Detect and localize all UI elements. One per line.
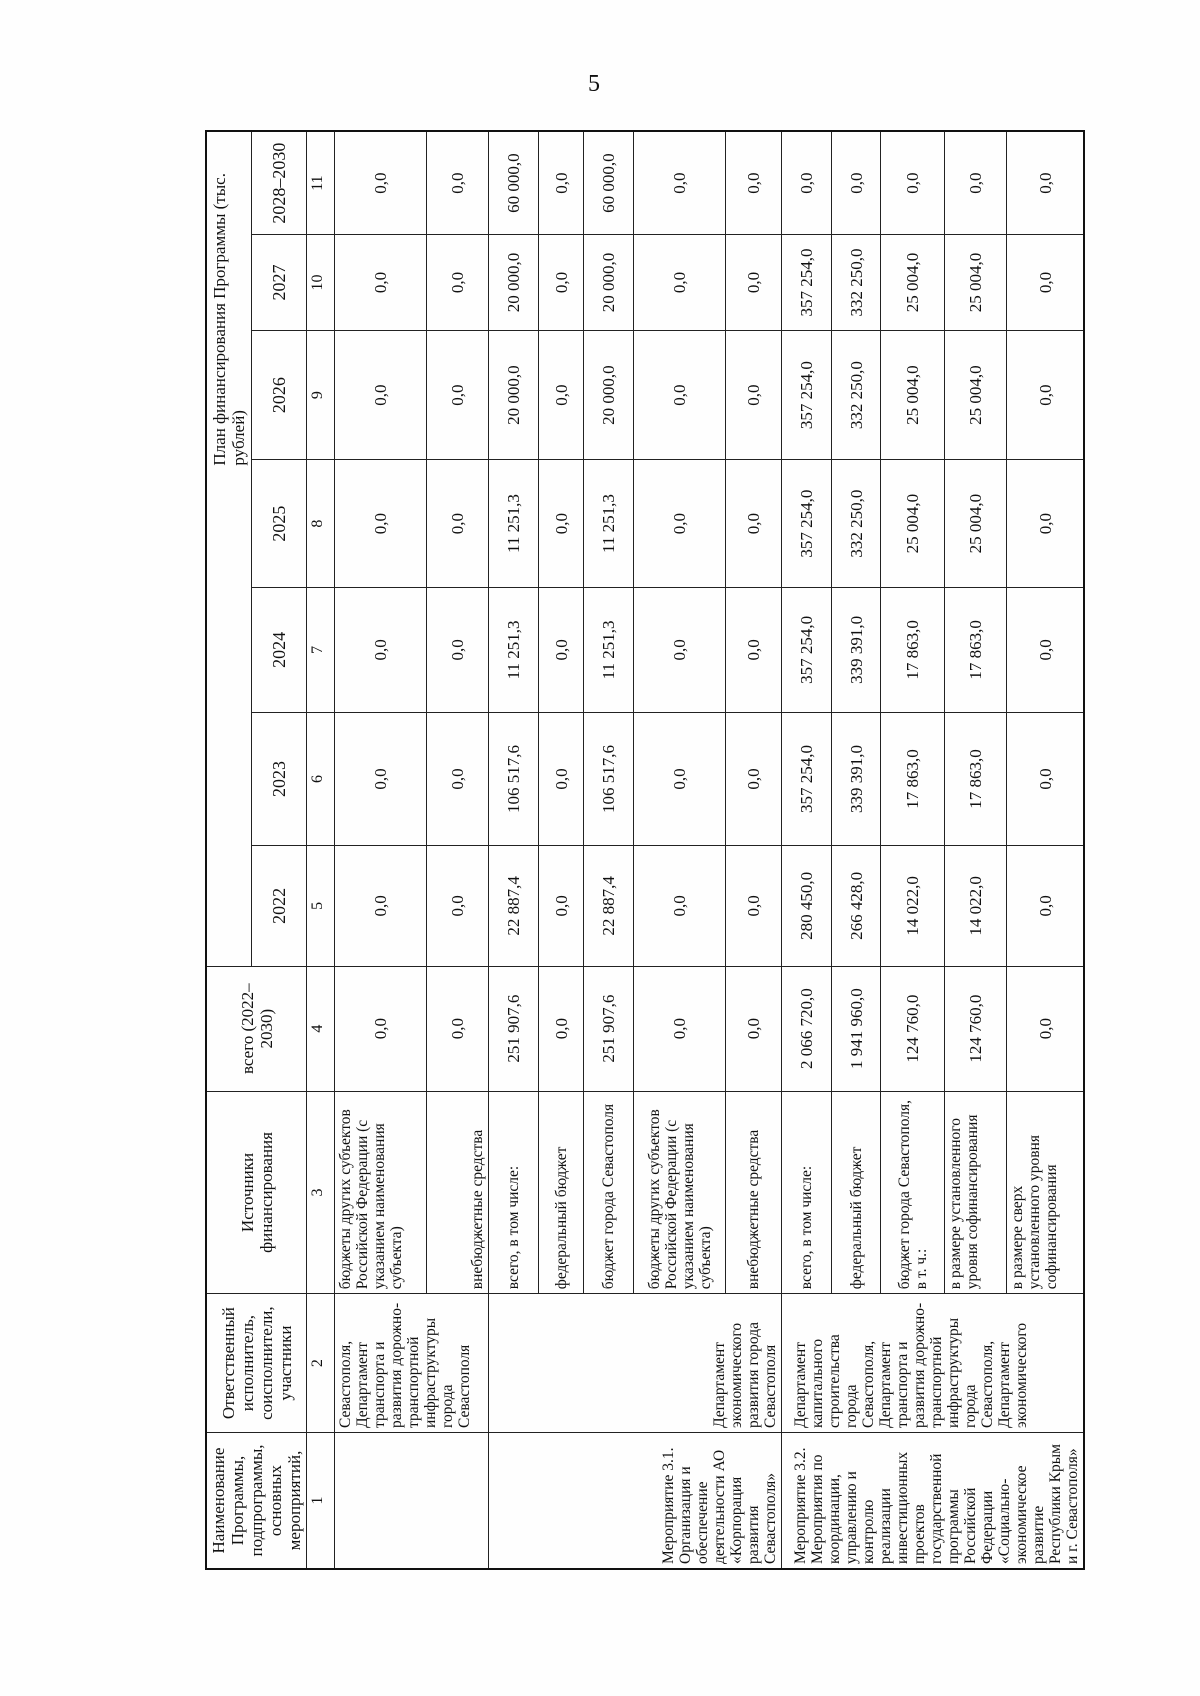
value-cell: 0,0	[1007, 131, 1084, 235]
column-number-row	[307, 131, 335, 1569]
column-number: 3	[307, 1091, 335, 1293]
value-cell: 0,0	[634, 330, 726, 460]
source-cell: бюджет города Севастополя	[584, 1091, 634, 1293]
value-cell: 0,0	[1007, 846, 1084, 967]
value-cell: 25 004,0	[945, 330, 1007, 460]
value-cell: 0,0	[427, 131, 489, 235]
table-row	[335, 131, 427, 1569]
column-number: 1	[307, 1433, 335, 1570]
value-cell: 0,0	[539, 966, 584, 1091]
value-cell: 25 004,0	[945, 235, 1007, 331]
value-cell: 339 391,0	[831, 712, 881, 845]
name-cell-empty	[335, 1433, 489, 1570]
value-cell: 0,0	[539, 131, 584, 235]
value-cell: 0,0	[335, 966, 427, 1091]
value-cell: 0,0	[1007, 966, 1084, 1091]
value-cell: 60 000,0	[584, 131, 634, 235]
value-cell: 251 907,6	[584, 966, 634, 1091]
value-cell: 0,0	[427, 460, 489, 587]
value-cell: 106 517,6	[489, 712, 539, 845]
source-cell: федеральный бюджет	[831, 1091, 881, 1293]
value-cell: 0,0	[634, 966, 726, 1091]
source-cell: федеральный бюджет	[539, 1091, 584, 1293]
value-cell: 0,0	[634, 712, 726, 845]
value-cell: 14 022,0	[945, 846, 1007, 967]
value-cell: 0,0	[881, 131, 945, 235]
value-cell: 332 250,0	[831, 330, 881, 460]
header-year-2028-2030: 2028–2030	[252, 131, 307, 235]
header-year-2024: 2024	[252, 587, 307, 712]
value-cell: 0,0	[427, 966, 489, 1091]
column-number: 6	[307, 712, 335, 845]
header-source: Источники финансирования	[206, 1091, 307, 1293]
value-cell: 332 250,0	[831, 235, 881, 331]
value-cell: 280 450,0	[782, 846, 832, 967]
value-cell: 0,0	[726, 966, 782, 1091]
source-cell: в размере сверх установленного уровня софинансирования	[1007, 1091, 1084, 1293]
value-cell: 22 887,4	[584, 846, 634, 967]
column-number: 7	[307, 587, 335, 712]
value-cell: 0,0	[634, 235, 726, 331]
source-cell: в размере установленного уровня софинансирования	[945, 1091, 1007, 1293]
value-cell: 106 517,6	[584, 712, 634, 845]
value-cell: 0,0	[634, 587, 726, 712]
value-cell: 332 250,0	[831, 460, 881, 587]
value-cell: 0,0	[1007, 235, 1084, 331]
source-cell: внебюджетные средства	[427, 1091, 489, 1293]
value-cell: 0,0	[427, 846, 489, 967]
value-cell: 0,0	[539, 846, 584, 967]
value-cell: 17 863,0	[945, 712, 1007, 845]
value-cell: 0,0	[1007, 460, 1084, 587]
value-cell: 25 004,0	[881, 330, 945, 460]
value-cell: 0,0	[726, 587, 782, 712]
value-cell: 0,0	[782, 131, 832, 235]
value-cell: 0,0	[945, 131, 1007, 235]
source-cell: всего, в том числе:	[489, 1091, 539, 1293]
source-cell: бюджеты других субъектов Российской Федерации (с указанием наименования субъекта)	[634, 1091, 726, 1293]
value-cell: 0,0	[539, 330, 584, 460]
page-number: 5	[588, 71, 600, 97]
source-cell: внебюджетные средства	[726, 1091, 782, 1293]
header-year-2022: 2022	[252, 846, 307, 967]
value-cell: 20 000,0	[584, 330, 634, 460]
value-cell: 20 000,0	[489, 235, 539, 331]
column-number: 5	[307, 846, 335, 967]
value-cell: 357 254,0	[782, 330, 832, 460]
value-cell: 0,0	[427, 330, 489, 460]
value-cell: 22 887,4	[489, 846, 539, 967]
value-cell: 339 391,0	[831, 587, 881, 712]
value-cell: 0,0	[335, 846, 427, 967]
value-cell: 11 251,3	[584, 587, 634, 712]
header-year-2025: 2025	[252, 460, 307, 587]
column-number: 8	[307, 460, 335, 587]
value-cell: 14 022,0	[881, 846, 945, 967]
value-cell: 0,0	[726, 131, 782, 235]
value-cell: 20 000,0	[584, 235, 634, 331]
source-cell: бюджеты других субъектов Российской Федерации (с указанием наименования субъекта)	[335, 1091, 427, 1293]
value-cell: 357 254,0	[782, 235, 832, 331]
financing-plan-table	[205, 130, 1085, 1570]
value-cell: 0,0	[634, 460, 726, 587]
value-cell: 0,0	[726, 712, 782, 845]
header-executor: Ответственный исполнитель, соисполнители, участники	[206, 1294, 307, 1433]
value-cell: 20 000,0	[489, 330, 539, 460]
value-cell: 124 760,0	[945, 966, 1007, 1091]
value-cell: 17 863,0	[881, 587, 945, 712]
header-year-2026: 2026	[252, 330, 307, 460]
table-row	[489, 131, 539, 1569]
column-number: 10	[307, 235, 335, 331]
header-total: всего (2022–2030)	[206, 966, 307, 1091]
measure-3-2-name: Мероприятие 3.2. Мероприятия по координации, управлению и контролю реализации инвестиционных проектов государственной программы Российской Федерации «Социально-экономическое развитие Республики Крым и г. Севастополя»	[782, 1433, 1085, 1570]
header-row	[206, 131, 252, 1569]
rotated-table-wrapper	[205, 130, 1079, 1570]
column-number: 4	[307, 966, 335, 1091]
value-cell: 11 251,3	[584, 460, 634, 587]
value-cell: 0,0	[427, 712, 489, 845]
value-cell: 357 254,0	[782, 587, 832, 712]
executor-cell: Департамент капитального строительства города Севастополя, Департамент транспорта и развития дорожно-транспортной инфраструктуры города Севастополя, Департамент экономического	[782, 1294, 1085, 1433]
value-cell: 0,0	[726, 330, 782, 460]
value-cell: 0,0	[539, 460, 584, 587]
value-cell: 0,0	[539, 712, 584, 845]
value-cell: 25 004,0	[881, 235, 945, 331]
value-cell: 0,0	[726, 460, 782, 587]
header-year-2027: 2027	[252, 235, 307, 331]
column-number: 9	[307, 330, 335, 460]
value-cell: 266 428,0	[831, 846, 881, 967]
header-name: Наименование Программы, подпрограммы, основных мероприятий,	[206, 1433, 307, 1570]
column-number: 2	[307, 1294, 335, 1433]
value-cell: 357 254,0	[782, 712, 832, 845]
value-cell: 0,0	[634, 131, 726, 235]
value-cell: 251 907,6	[489, 966, 539, 1091]
value-cell: 0,0	[335, 587, 427, 712]
value-cell: 0,0	[335, 330, 427, 460]
value-cell: 0,0	[726, 846, 782, 967]
executor-cell: Севастополя, Департамент транспорта и развития дорожно-транспортной инфраструктуры города Севастополя	[335, 1294, 489, 1433]
header-year-2023: 2023	[252, 712, 307, 845]
value-cell: 25 004,0	[945, 460, 1007, 587]
measure-3-1-name: Мероприятие 3.1. Организация и обеспечение деятельности АО «Корпорация развития Севастополя»	[489, 1433, 782, 1570]
table-row	[782, 131, 832, 1569]
executor-cell: Департамент экономического развития города Севастополя	[489, 1294, 782, 1433]
value-cell: 0,0	[1007, 330, 1084, 460]
value-cell: 0,0	[1007, 587, 1084, 712]
column-number: 11	[307, 131, 335, 235]
value-cell: 0,0	[335, 131, 427, 235]
source-cell: бюджет города Севастополя, в т. ч.:	[881, 1091, 945, 1293]
source-cell: всего, в том числе:	[782, 1091, 832, 1293]
value-cell: 0,0	[634, 846, 726, 967]
value-cell: 124 760,0	[881, 966, 945, 1091]
header-plan-title: План финансирования Программы (тыс. рублей)	[206, 131, 252, 966]
value-cell: 1 941 960,0	[831, 966, 881, 1091]
value-cell: 0,0	[539, 235, 584, 331]
value-cell: 357 254,0	[782, 460, 832, 587]
value-cell: 2 066 720,0	[782, 966, 832, 1091]
value-cell: 0,0	[427, 587, 489, 712]
value-cell: 0,0	[726, 235, 782, 331]
value-cell: 0,0	[427, 235, 489, 331]
value-cell: 25 004,0	[881, 460, 945, 587]
value-cell: 0,0	[335, 460, 427, 587]
value-cell: 0,0	[335, 235, 427, 331]
value-cell: 0,0	[335, 712, 427, 845]
value-cell: 0,0	[539, 587, 584, 712]
value-cell: 0,0	[1007, 712, 1084, 845]
value-cell: 11 251,3	[489, 587, 539, 712]
value-cell: 0,0	[831, 131, 881, 235]
value-cell: 17 863,0	[945, 587, 1007, 712]
value-cell: 60 000,0	[489, 131, 539, 235]
value-cell: 11 251,3	[489, 460, 539, 587]
value-cell: 17 863,0	[881, 712, 945, 845]
